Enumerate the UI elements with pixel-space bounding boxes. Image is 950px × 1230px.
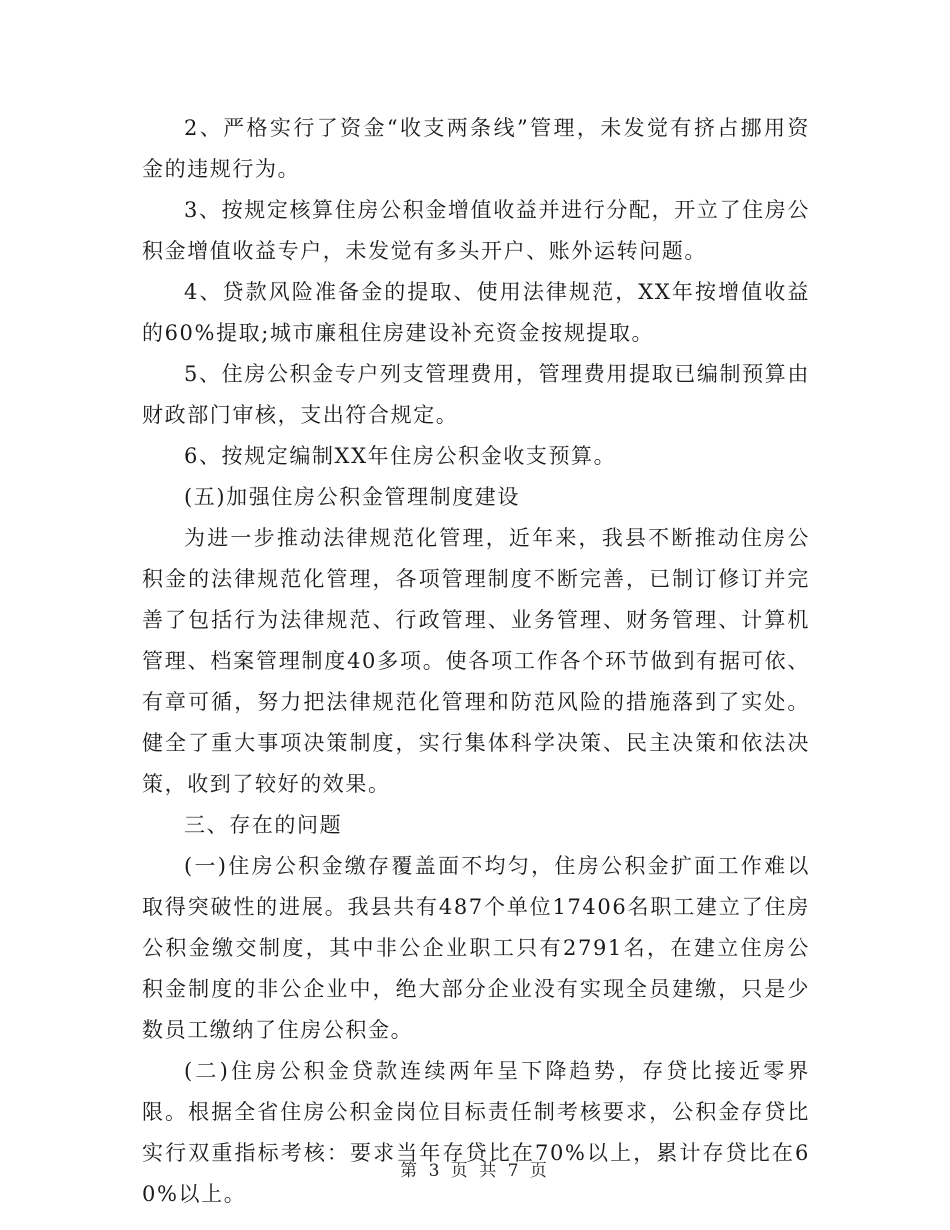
paragraph-problem-1: (一)住房公积金缴存覆盖面不均匀，住房公积金扩面工作难以取得突破性的进展。我县共有487个单位17406名职工建立了住房公积金缴交制度，其中非公企业职工只有2791名，在建立住房公积金制度的非公企业中，绝大部分企业没有实现全员建缴，只是少数员工缴纳了住房公积金。 bbox=[142, 854, 810, 1042]
paragraph-management-system: 为进一步推动法律规范化管理，近年来，我县不断推动住房公积金的法律规范化管理，各项管理制度不断完善，已制订修订并完善了包括行为法律规范、行政管理、业务管理、财务管理、计算机管理、档案管理制度40多项。使各项工作各个环节做到有据可依、有章可循，努力把法律规范化管理和防范风险的措施落到了实处。健全了重大事项决策制度，实行集体科学决策、民主决策和依法决策，收到了较好的效果。 bbox=[142, 526, 810, 796]
paragraph-item-2: 2、严格实行了资金“收支两条线”管理，未发觉有挤占挪用资金的违规行为。 bbox=[142, 116, 810, 181]
paragraph-item-5: 5、住房公积金专户列支管理费用，管理费用提取已编制预算由财政部门审核，支出符合规定。 bbox=[142, 362, 810, 427]
section-heading-problems: 三、存在的问题 bbox=[184, 813, 343, 837]
document-body bbox=[142, 108, 810, 1215]
paragraph-problem-2: (二)住房公积金贷款连续两年呈下降趋势，存贷比接近零界限。根据全省住房公积金岗位目标责任制考核要求，公积金存贷比实行双重指标考核：要求当年存贷比在70%以上，累计存贷比在60%以上。 bbox=[142, 1059, 810, 1206]
paragraph-item-3: 3、按规定核算住房公积金增值收益并进行分配，开立了住房公积金增值收益专户，未发觉有多头开户、账外运转问题。 bbox=[142, 198, 810, 263]
paragraph-item-4: 4、贷款风险准备金的提取、使用法律规范，XX年按增值收益的60%提取;城市廉租住房建设补充资金按规提取。 bbox=[142, 280, 810, 345]
section-heading-5: (五)加强住房公积金管理制度建设 bbox=[184, 485, 520, 509]
paragraph-item-6: 6、按规定编制XX年住房公积金收支预算。 bbox=[184, 444, 617, 468]
page-number-footer: 第 3 页 共 7 页 bbox=[400, 1161, 550, 1181]
